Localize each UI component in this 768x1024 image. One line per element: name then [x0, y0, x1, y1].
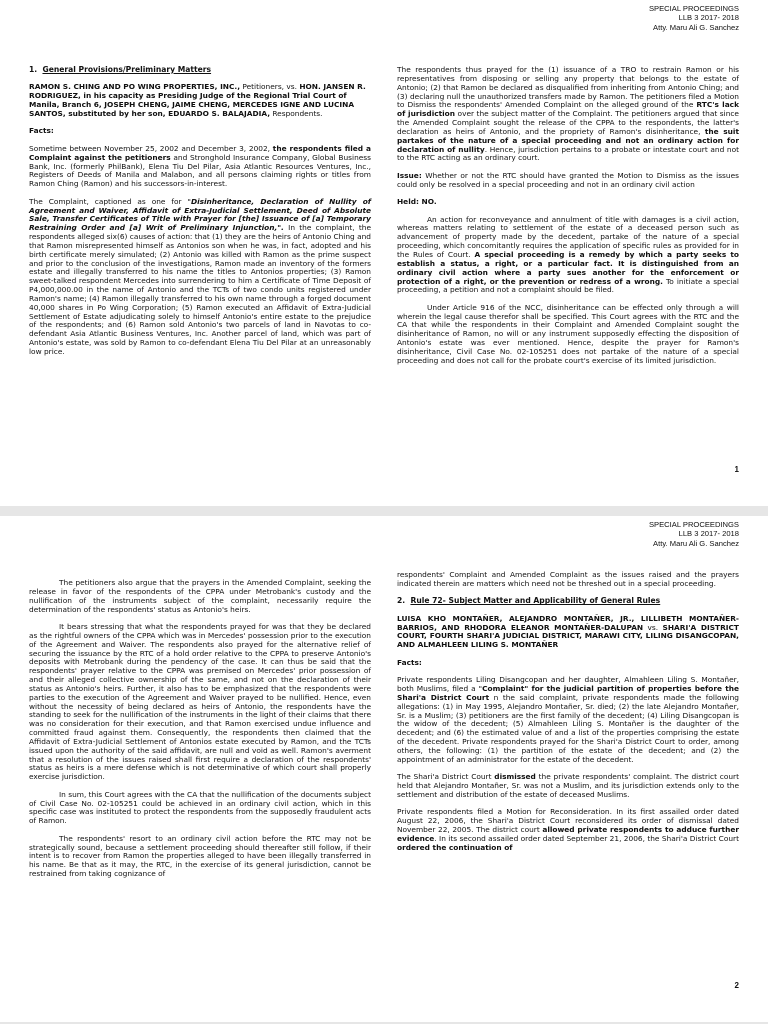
document-page-2	[0, 516, 768, 1022]
ruling-paragraph: Under Article 916 of the NCC, disinheritance can be effected only through a will wherein the legal cause therefor shall be specified. This Court agrees with the RTC and the CA that while the respondents in their Complaint and Amended Complaint sought the disinheritance of Ramon, no will or any instrument supposedly effecting the disposition of Antonio's estate was ever mentioned. Hence, despite the prayer for Ramon's disinheritance, Civil Case No. 02-105251 does not partake of the nature of a special proceeding and does not call for the probate court's exercise of its limited jurisdiction.	[397, 302, 739, 365]
case-caption: RAMON S. CHING AND PO WING PROPERTIES, INC., Petitioners, vs. HON. JANSEN R. RODRIGUEZ, in his capacity as Presiding Judge of the Regional Trial Court of Manila, Branch 6, JOSEPH CHENG, JAIME CHENG, MERCEDES IGNE AND LUCINA SANTOS, substituted by her son, EDUARDO S. BALAJADIA, Respondents.	[29, 82, 366, 118]
page-header	[649, 520, 739, 548]
ruling-paragraph: It bears stressing that what the respondents prayed for was that they be declared as the rightful owners of the CPPA which was in Mercedes' possession prior to the execution of the Agreement and Waiver. The respondents also prayed for the alternative relief of securing the issuance by the RTC of a hold order relative to the CPPA to preserve Antonio's deposits with Metrobank during the pendency of the case. It can thus be said that the respondents' prayer relative to the CPPA was premised on Mercedes' prior possession of and their alleged collective ownership of the same, and not on the declaration of their status as Antonio's heirs. Further, it also has to be emphasized that the respondents were parties to the execution of the Agreement and Waiver prayed to be nullified. Hence, even without the necessity of being declared as heirs of Antonio, the respondents have the standing to seek for the nullification of the instruments in the light of their claims that there was no consideration for their execution, and that Ramon exercised undue influence and committed fraud against them. Consequently, the respondents then claimed that the Affidavit of Extra-Judicial Settlement of Antonios estate executed by Ramon, and the TCTs issued upon the authority of the said affidavit, are null and void as well. Ramon's averment that a resolution of the issues raised shall first require a declaration of the respondents' status as heirs is a mere defense which is not determinative of which court shall properly exercise jurisdiction.	[29, 621, 371, 782]
ruling-paragraph: An action for reconveyance and annulment of title with damages is a civil action, whereas matters relating to settlement of the estate of a deceased person such as advancement of property made by the decedent, partake of the nature of a special proceeding, which concomitantly requires the application of specific rules as provided for in the Rules of Court. A special proceeding is a remedy by which a party seeks to establish a status, a right, or a particular fact. It is distinguished from an ordinary civil action where a party sues another for the enforcement or protection of a right, or the prevention or redress of a wrong. To initiate a special proceeding, a petition and not a complaint should be filed.	[397, 214, 739, 295]
header-course: SPECIAL PROCEEDINGS	[648, 520, 739, 529]
ruling-paragraph: respondents' Complaint and Amended Complaint as the issues raised and the prayers indicated therein are matters which need not be threshed out in a special proceeding.	[397, 570, 739, 588]
case-caption: LUISA KHO MONTAÑER, ALEJANDRO MONTAÑER, JR., LILLIBETH MONTAÑER-BARRIOS, AND RHODORA ELEANOR MONTAÑER-DALUPAN vs. SHARI'A DISTRICT COURT, FOURTH SHARI'A JUDICIAL DISTRICT, MARAWI CITY, LILING DISANGCOPAN, AND ALMAHLEEN LILING S. MONTAÑER	[397, 613, 739, 650]
facts-paragraph: The Shari'a District Court dismissed the private respondents' complaint. The district court held that Alejandro Montañer, Sr. was not a Muslim, and its jurisdiction extends only to the settlement and distribution of the estate of deceased Muslims.	[397, 772, 739, 799]
section-heading: 2. Rule 72- Subject Matter and Applicability of General Rules	[397, 596, 661, 606]
header-professor: Atty. Maru Ali G. Sanchez	[653, 538, 739, 548]
header-class: LLB 3 2017- 2018	[678, 529, 739, 539]
ruling-paragraph: In sum, this Court agrees with the CA that the nullification of the documents subject of Civil Case No. 02-105251 could be achieved in an ordinary civil action, which in this specific case was instituted to protect the respondents from the supposedly fraudulent acts of Ramon.	[29, 789, 371, 826]
ruling-paragraph: The respondents' resort to an ordinary civil action before the RTC may not be strategically sound, because a settlement proceeding should thereafter still follow, if their intent is to recover from Ramon the properties alleged to have been illegally transferred in his name. Be that as it may, the RTC, in the exercise of its general jurisdiction, cannot be restrained from taking cognizance of	[29, 833, 371, 879]
facts-label: Facts:	[397, 657, 422, 667]
page-number: 1	[734, 465, 739, 474]
facts-paragraph: The respondents thus prayed for the (1) issuance of a TRO to restrain Ramon or his representatives from disposing or selling any property that belongs to the estate of Antonio; (2) that Ramon be declared as disqualified from inheriting from Antonio Ching; and (3) declaring null the unauthorized transfers made by Ramon. The petitioners filed a Motion to Dismiss the respondents' Amended Complaint on the alleged ground of the RTC's lack of jurisdiction over the subject matter of the Complaint. The petitioners argued that since the Amended Complaint sought the release of the CPPA to the respondents, the latter's declaration as heirs of Antonio, and the propriety of Ramon's disinheritance, the suit partakes of the nature of a special proceeding and not an ordinary action for declaration of nullity. Hence, jurisdiction pertains to a probate or intestate court and not to the RTC acting as an ordinary court.	[397, 65, 740, 163]
header-professor: Atty. Maru Ali G. Sanchez	[653, 22, 739, 32]
facts-paragraph: Private respondents Liling Disangcopan and her daughter, Almahleen Liling S. Montañer, both Muslims, filed a "Complaint" for the judicial partition of properties before the Shari'a District Court n the said complaint, private respondents made the following allegations: (1) in May 1995, Alejandro Montañer, Sr. died; (2) the late Alejandro Montañer, Sr. is a Muslim; (3) petitioners are the first family of the decedent; (4) Liling Disangcopan is the widow of the decedent; (5) Almahleen Liling S. Montañer is the daughter of the decedent; and (6) the estimated value of and a list of the properties comprising the estate of the decedent. Private respondents prayed for the Shari'a District Court to order, among others, the following: (1) the partition of the estate of the decedent; and (2) the appointment of an administrator for the estate of the decedent.	[397, 675, 740, 764]
held-label: Held: NO.	[397, 197, 437, 207]
facts-label: Facts:	[29, 126, 54, 136]
section-title: General Provisions/Preliminary Matters	[42, 65, 212, 74]
facts-paragraph: Sometime between November 25, 2002 and December 3, 2002, the respondents filed a Complaint against the petitioners and Stronghold Insurance Company, Global Business Bank, Inc. (formerly PhilBank), Elena Tiu Del Pilar, Asia Atlantic Resources Ventures, Inc., Registers of Deeds of Manila and Malabon, and all persons claiming rights or titles from Ramon Ching (Ramon) and his successors-in-interest.	[29, 143, 371, 189]
document-page-1	[0, 0, 768, 506]
header-course: SPECIAL PROCEEDINGS	[648, 4, 739, 13]
left-column	[29, 579, 371, 888]
right-column	[397, 571, 739, 861]
page-header	[649, 4, 739, 32]
section-title: Rule 72- Subject Matter and Applicability of General Rules	[410, 596, 661, 606]
right-column	[397, 66, 739, 374]
issue-paragraph: Issue: Whether or not the RTC should have granted the Motion to Dismiss as the issues could only be resolved in a special proceeding and not in an ordinary civil action	[397, 170, 739, 189]
section-heading: 1. General Provisions/Preliminary Matters	[29, 65, 212, 74]
facts-paragraph: Private respondents filed a Motion for Reconsideration. In its first assailed order dated August 22, 2006, the Shari'a District Court reconsidered its order of dismissal dated November 22, 2005. The district court allowed private respondents to adduce further evidence. In its second assailed order dated September 21, 2006, the Shari'a District Court ordered the continuation of	[397, 807, 739, 852]
left-column	[29, 66, 371, 365]
header-class: LLB 3 2017- 2018	[678, 13, 739, 23]
ruling-paragraph: The petitioners also argue that the prayers in the Amended Complaint, seeking the release in favor of the respondents of the CPPA under Metrobank's custody and the nullification of the instruments subject of the complaint, necessarily require the determination of the respondents' status as Antonio's heirs.	[29, 578, 371, 614]
facts-paragraph: The Complaint, captioned as one for "Disinheritance, Declaration of Nullity of Agreement and Waiver, Affidavit of Extra-Judicial Settlement, Deed of Absolute Sale, Transfer Certificates of Title with Prayer for [the] Issuance of [a] Temporary Restraining Order and [a] Writ of Preliminary Injunction,". In the complaint, the respondents alleged six(6) causes of action: that (1) they are the heirs of Antonio Ching and that Ramon misrepresented himself as Antonios son when he was, in fact, adopted and his birth certificate merely simulated; (2) Antonio was killed with Ramon as the prime suspect and prior to the conclusion of the investigations, Ramon made an inventory of the formers estate and illegally transferred to his name the titles to Antonios properties; (3) Ramon sweet-talked respondent Mercedes into surrendering to him a Certificate of Time Deposit of P4,000,000.00 in the name of Antonio and the TCTs of two condo units registered under Ramon's name; (4) Ramon illegally transferred to his own name through a forged document 40,000 shares in Po Wing Corporation; (5) Ramon executed an Affidavit of Extra-Judicial Settlement of Estate adjudicating solely to himself Antonio's entire estate to the prejudice of the respondents; and (6) Ramon sold Antonio's two parcels of land in Navotas to co-defendant Asia Atlantic Business Ventures, Inc. Another parcel of land, which was part of Antonio's estate, was sold by Ramon to co-defendant Elena Tiu Del Pilar at an unreasonably low price.	[29, 196, 371, 356]
page-number: 2	[734, 981, 739, 990]
